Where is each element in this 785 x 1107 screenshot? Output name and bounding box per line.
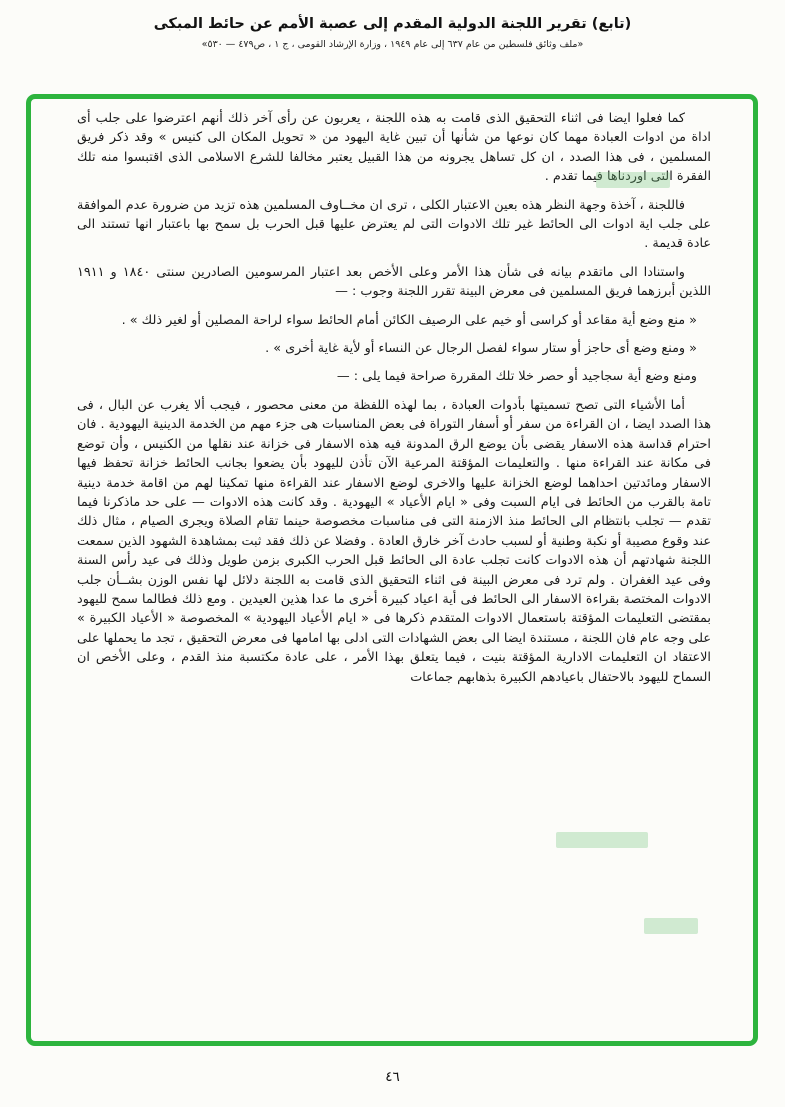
document-header	[0, 16, 785, 50]
paragraph-4-quote: « منع وضع أية مقاعد أو كراسى أو خيم على الرصيف الكائن أمام الحائط سواء لراحة المصلين أو لغير ذلك » .	[121, 312, 697, 328]
document-body	[77, 109, 711, 1033]
paragraph-2: فاللجنة ، آخذة وجهة النظر هذه بعين الاعتبار الكلى ، ترى ان مخــاوف المسلمين هذه تزيد من ضرورة عدم الموافقة على جلب اية ادوات الى الحائط غير تلك الادوات التى لم يعترض عليها قبل الحرب بل سمح بها باعتبار انها تستند الى عادة قديمة .	[77, 197, 711, 252]
green-marker-frame	[26, 94, 758, 1046]
document-title: (تابع) تقرير اللجنة الدولية المقدم إلى عصبة الأمم عن حائط المبكى	[153, 16, 632, 32]
document-footer	[0, 1069, 785, 1085]
paragraph-7: أما الأشياء التى تصح تسميتها بأدوات العبادة ، بما لهذه اللفظة من معنى محصور ، فيجب ألا يغرب عن البال ، فى هذا الصدد ايضا ، ان القراءة من سفر أو أسفار التوراة فى بعض المناسبات هى جزء مهم من الخدمة الدينية اليهودية . فان احترام قداسة هذه الاسفار يقضى بأن يوضع الرق المدونة فيه هذه الاسفار فى خزانة عند نقلها من الكنيس ، وأن توضع فى مكانة عند القراءة منها . والتعليمات المؤقتة المرعية الآن تأذن لليهود بأن يضعوا بجانب الحائط خزانة تحفظ فيها الاسفار ومائدتين احداهما لوضع الخزانة عليها والاخرى لوضع الاسفار عند القراءة منها تمكينا لهم من اقامة خدمة دينية تامة بالقرب من الحائط فى ايام السبت وفى « ايام الأعياد » اليهودية . وقد كانت هذه الادوات — على حد ماذكرنا فيما تقدم — تجلب بانتظام الى الحائط منذ الازمنة التى فى مناسبات مخصوصة حينما تقام الصلاة ويجرى الصيام ، مثال ذلك عند وقوع مصيبة أو نكبة وطنية أو لسبب حادث آخر خارق العادة . وفضلا عن ذلك فقد ثبت بمشاهدة الشهود الذين سمعت اللجنة شهادتهم أن هذه الادوات كانت تجلب عادة الى الحائط قبل الحرب الكبرى بزمن طويل وذلك فى عيد رأس السنة وفى عيد الغفران . ولم ترد فى معرض البينة فى اثناء التحقيق الذى قامت به اللجنة دلائل لها نفس الوزن بشــأن جلب الادوات المختصة بقراءة الاسفار الى الحائط فى أية اعياد كبيرة أخرى ما عدا هذين العيدين . ومع ذلك فطالما سمح لليهود بمقتضى التعليمات المؤقتة باستعمال الادوات المتقدم ذكرها فى « ايام الأعياد اليهودية » المخصوصة « الأعياد الكبيرة » على وجه عام فان اللجنة ، مستندة ايضا الى بعض الشهادات التى ادلى بها امامها فى معرض التحقيق ، تجد ما يحملها على الاعتقاد ان التعليمات الادارية المؤقتة بنيت ، فيما يتعلق بهذا الأمر ، على عادة مكتسبة منذ القدم ، وعلى الأخص ان السماح لليهود بالاحتفال باعيادهم الكبيرة بذهابهم جماعات	[77, 397, 711, 685]
document-subtitle: «ملف وثائق فلسطين من عام ٦٣٧ إلى عام ١٩٤٩ ، وزارة الإرشاد القومى ، ج ١ ، ص٤٧٩ — ٥٣٠»	[201, 39, 584, 50]
paragraph-3: واستنادا الى ماتقدم بيانه فى شأن هذا الأمر وعلى الأخص بعد اعتبار المرسومين الصادرين سنتى ١٨٤٠ و ١٩١١ اللذين أبرزهما فريق المسلمين فى معرض البينة تقرر اللجنة وجوب : —	[77, 264, 711, 300]
paragraph-6-quote: ومنع وضع أية سجاجيد أو حصر خلا تلك المقررة صراحة فيما يلى : —	[336, 369, 697, 385]
paragraph-5-quote: « ومنع وضع أى حاجز أو ستار سواء لفصل الرجال عن النساء أو لأية غاية أخرى » .	[265, 341, 697, 357]
page-number: ٤٦	[385, 1069, 400, 1085]
paragraph-1: كما فعلوا ايضا فى اثناء التحقيق الذى قامت به هذه اللجنة ، يعربون عن رأى آخر ذلك أنهم اعترضوا على جلب أى اداة من ادوات العبادة مهما كان نوعها من شأنها أن تبين غاية اليهود من « تحويل المكان الى كنيس » وقد ذكر فريق المسلمين ، فى هذا الصدد ، ان كل تساهل يجرونه من هذا القبيل يعتبر مخالفا للشرع الاسلامى الذى اقتبسوا منه تلك الفقرة التى اوردناها فيما تقدم .	[77, 111, 711, 185]
